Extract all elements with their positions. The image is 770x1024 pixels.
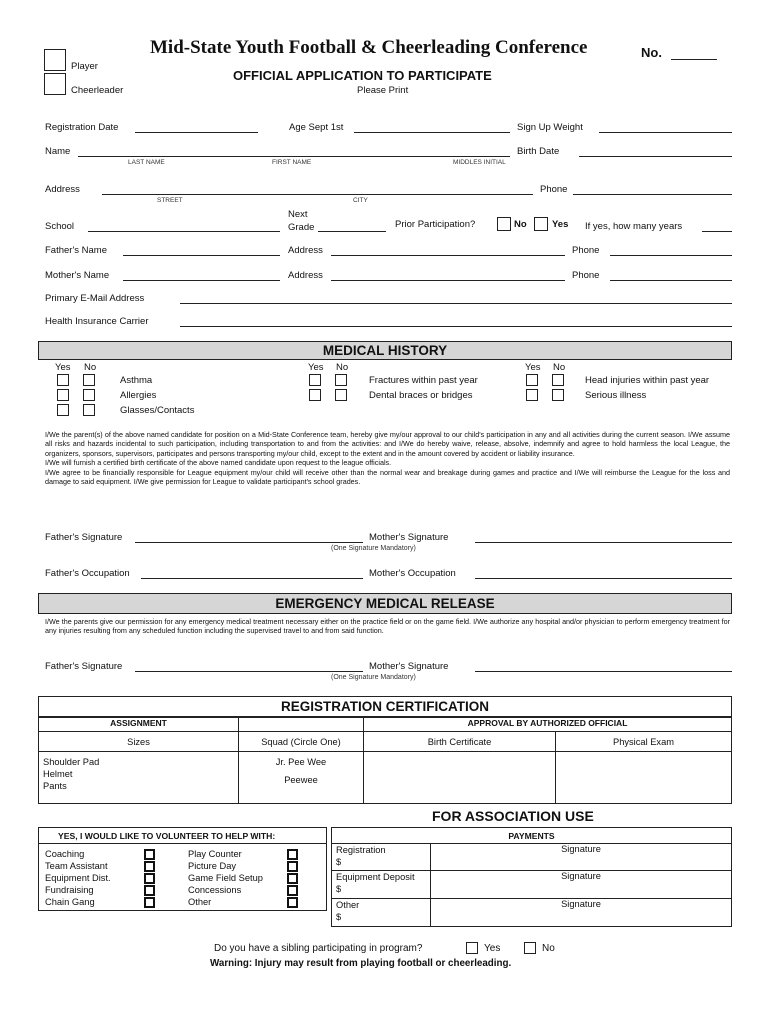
birth-date-label: Birth Date [517,146,560,157]
address-field[interactable] [102,194,533,195]
asthma-yes-checkbox[interactable] [57,374,69,386]
payment-equipment-signature[interactable]: Signature [431,871,732,899]
payment-other-cell[interactable] [332,899,431,927]
emergency-mothers-signature-label: Mother's Signature [369,661,449,672]
volunteer-header-divider [38,843,327,844]
health-insurance-label: Health Insurance Carrier [45,316,149,327]
payment-registration-cell[interactable] [332,844,431,871]
player-label: Player [71,61,98,72]
weight-field[interactable] [599,132,732,133]
fathers-signature-field[interactable] [135,542,363,543]
school-field[interactable] [88,231,280,232]
sibling-question: Do you have a sibling participating in program? [214,943,423,954]
school-label: School [45,221,75,232]
mother-phone-field[interactable] [610,280,732,281]
name-field[interactable] [78,156,510,157]
grade-field[interactable] [318,231,386,232]
head-injury-yes-checkbox[interactable] [526,374,538,386]
col3-no-header: No [553,362,566,373]
emergency-release-title: EMERGENCY MEDICAL RELEASE [275,596,495,611]
fractures-yes-checkbox[interactable] [309,374,321,386]
volunteer-right-list [188,848,263,908]
father-phone-label: Phone [572,245,600,256]
prior-no-checkbox[interactable] [497,217,511,231]
fractures-label: Fractures within past year [369,375,478,386]
volunteer-picture-day: Picture Day [188,861,237,871]
allergies-yes-checkbox[interactable] [57,389,69,401]
father-address-label: Address [288,245,323,256]
next-grade-label: Next Grade [288,209,315,233]
payment-registration-signature[interactable]: Signature [431,844,732,871]
fathers-name-label: Father's Name [45,245,108,256]
asthma-no-checkbox[interactable] [83,374,95,386]
payment-other-signature[interactable]: Signature [431,899,732,927]
volunteer-concessions: Concessions [188,885,242,895]
phone-label: Phone [540,184,568,195]
prior-participation-label: Prior Participation? [395,219,476,230]
cheerleader-checkbox[interactable] [44,73,66,95]
concessions-checkbox[interactable] [287,885,298,896]
fathers-occupation-label: Father's Occupation [45,568,130,579]
volunteer-header: YES, I WOULD LIKE TO VOLUNTEER TO HELP WITH: [58,831,276,841]
sibling-yes-checkbox[interactable] [466,942,478,954]
age-field[interactable] [354,132,510,133]
col3-yes-header: Yes [525,362,541,373]
father-address-field[interactable] [331,255,565,256]
age-sept-label: Age Sept 1st [289,122,344,133]
volunteer-chain-gang: Chain Gang [45,897,95,907]
mothers-occupation-field[interactable] [475,578,732,579]
form-subtitle: OFFICIAL APPLICATION TO PARTICIPATE [233,68,492,83]
asthma-label: Asthma [120,375,153,386]
squad-options-cell [239,752,364,804]
mother-address-label: Address [288,270,323,281]
first-name-caption: FIRST NAME [272,159,312,166]
mothers-signature-field[interactable] [475,542,732,543]
fractures-no-checkbox[interactable] [335,374,347,386]
sibling-yes-label: Yes [484,943,501,954]
address-label: Address [45,184,80,195]
dental-yes-checkbox[interactable] [309,389,321,401]
fathers-signature-label: Father's Signature [45,532,123,543]
emergency-fathers-signature-field[interactable] [135,671,363,672]
payment-equipment-cell[interactable] [332,871,431,899]
physical-exam-cell[interactable] [556,752,732,804]
mother-phone-label: Phone [572,270,600,281]
volunteer-game-field-setup: Game Field Setup [188,873,263,883]
col2-yes-header: Yes [308,362,324,373]
registration-date-field[interactable] [135,132,258,133]
volunteer-team-assistant: Team Assistant [45,861,108,871]
primary-email-field[interactable] [180,303,732,304]
payment-equipment-label: Equipment Deposit [336,872,415,882]
volunteer-play-counter: Play Counter [188,849,242,859]
serious-illness-no-checkbox[interactable] [552,389,564,401]
assignment-header: ASSIGNMENT [39,718,239,732]
glasses-yes-checkbox[interactable] [57,404,69,416]
volunteer-equipment-dist: Equipment Dist. [45,873,111,883]
emergency-release-header [38,593,732,614]
health-insurance-field[interactable] [180,326,732,327]
how-many-years-label: If yes, how many years [585,221,683,232]
fundraising-checkbox[interactable] [144,885,155,896]
payment-other-dollar: $ [336,912,342,922]
mothers-signature-label: Mother's Signature [369,532,449,543]
head-injury-label: Head injuries within past year [585,375,710,386]
player-checkbox[interactable] [44,49,66,71]
cheerleader-label: Cheerleader [71,85,124,96]
chain-gang-checkbox[interactable] [144,897,155,908]
sibling-no-checkbox[interactable] [524,942,536,954]
name-label: Name [45,146,71,157]
serious-illness-yes-checkbox[interactable] [526,389,538,401]
glasses-no-checkbox[interactable] [83,404,95,416]
emergency-fathers-signature-label: Father's Signature [45,661,123,672]
serious-illness-label: Serious illness [585,390,647,401]
emergency-release-text: I/We the parents give our permission for any emergency medical treatment necessary either on the practice field or on the game field. I/We authorize any hospital and/or physician to perform emergency treatment for any injuries resulting from any scheduled function including the supervised travel to and from said function. [45,617,730,636]
mother-address-field[interactable] [331,280,565,281]
please-print: Please Print [357,85,409,96]
medical-history-title: MEDICAL HISTORY [322,343,448,358]
last-name-caption: LAST NAME [128,159,165,166]
team-assistant-checkbox[interactable] [144,861,155,872]
fathers-name-field[interactable] [123,255,280,256]
birth-certificate-cell[interactable] [364,752,556,804]
birth-date-field[interactable] [579,156,732,157]
phone-field[interactable] [573,194,732,195]
payment-registration-label: Registration [336,845,386,855]
physical-exam-header: Physical Exam [556,732,732,752]
col1-yes-header: Yes [55,362,71,373]
volunteer-other: Other [188,897,212,907]
volunteer-fundraising: Fundraising [45,885,94,895]
city-caption: CITY [353,197,368,204]
mothers-name-field[interactable] [123,280,280,281]
middle-initial-caption: MIDDLES INITIAL [453,159,506,166]
squad-peewee[interactable]: Peewee [284,775,318,785]
volunteer-other-checkbox[interactable] [287,897,298,908]
one-signature-mandatory: (One Signature Mandatory) [331,545,416,552]
consent-text: I/We the parent(s) of the above named candidate for position on a Mid-State Conference team, hereby give my/our approval to our child's participation in any and all activities during the current season. I/We assume all risks and hazards incidental to such participation, including transportation to and from the activities: and I/We do hereby waive, release, absolve, indemnify and agree to hold harmless the local League, the organizers, sponsors, supervisors, participates and persons transporting my/our child, except to the extent and in the amount covered by accident or liability insurance. I/We will furnish a certified birth certificate of the above named candidate upon request to the league officials. I/We agree to be financially responsible for League equipment my/our child will receive other than the normal wear and breakage during games and practice and I/We will reimburse the League for the loss and damage to said equipment. I/We give permission for League to validate participant's school grades. [45,430,730,487]
volunteer-coaching: Coaching [45,849,85,859]
glasses-label: Glasses/Contacts [120,405,195,416]
payments-table [331,827,732,927]
sign-up-weight-label: Sign Up Weight [517,122,583,133]
father-phone-field[interactable] [610,255,732,256]
registration-date-label: Registration Date [45,122,119,133]
birth-certificate-header: Birth Certificate [364,732,556,752]
medical-history-header [38,341,732,360]
approval-header: APPROVAL BY AUTHORIZED OFFICIAL [364,718,732,732]
prior-yes-checkbox[interactable] [534,217,548,231]
registration-certification-header [38,696,732,717]
emergency-mothers-signature-field[interactable] [475,671,732,672]
emergency-one-signature-mandatory: (One Signature Mandatory) [331,674,416,681]
volunteer-left-list [45,848,111,908]
injury-warning: Warning: Injury may result from playing football or cheerleading. [210,958,512,969]
equipment-dist-checkbox[interactable] [144,873,155,884]
allergies-label: Allergies [120,390,157,401]
payment-registration-dollar: $ [336,857,342,867]
number-label: No. [641,45,662,60]
head-injury-no-checkbox[interactable] [552,374,564,386]
prior-yes-label: Yes [552,219,569,230]
payment-equipment-dollar: $ [336,884,342,894]
number-field[interactable] [671,59,717,60]
col2-no-header: No [336,362,349,373]
mothers-occupation-label: Mother's Occupation [369,568,456,579]
squad-header: Squad (Circle One) [239,732,364,752]
registration-certification-title: REGISTRATION CERTIFICATION [281,699,489,714]
payment-other-label: Other [336,900,360,910]
assignment-blank-cell [239,718,364,732]
payments-header: PAYMENTS [332,828,732,844]
association-use-title: FOR ASSOCIATION USE [432,808,594,824]
years-field[interactable] [702,231,732,232]
play-counter-checkbox[interactable] [287,849,298,860]
equipment-items[interactable]: Shoulder Pad Helmet Pants [39,752,239,804]
game-field-setup-checkbox[interactable] [287,873,298,884]
prior-no-label: No [514,219,527,230]
registration-table [38,717,732,804]
street-caption: STREET [157,197,183,204]
fathers-occupation-field[interactable] [141,578,363,579]
dental-no-checkbox[interactable] [335,389,347,401]
sibling-no-label: No [542,943,555,954]
form-title: Mid-State Youth Football & Cheerleading Conference [150,37,588,58]
squad-jr-pee-wee[interactable]: Jr. Pee Wee [275,757,327,767]
mothers-name-label: Mother's Name [45,270,110,281]
primary-email-label: Primary E-Mail Address [45,293,145,304]
allergies-no-checkbox[interactable] [83,389,95,401]
coaching-checkbox[interactable] [144,849,155,860]
col1-no-header: No [84,362,97,373]
picture-day-checkbox[interactable] [287,861,298,872]
dental-label: Dental braces or bridges [369,390,473,401]
sizes-header: Sizes [39,732,239,752]
